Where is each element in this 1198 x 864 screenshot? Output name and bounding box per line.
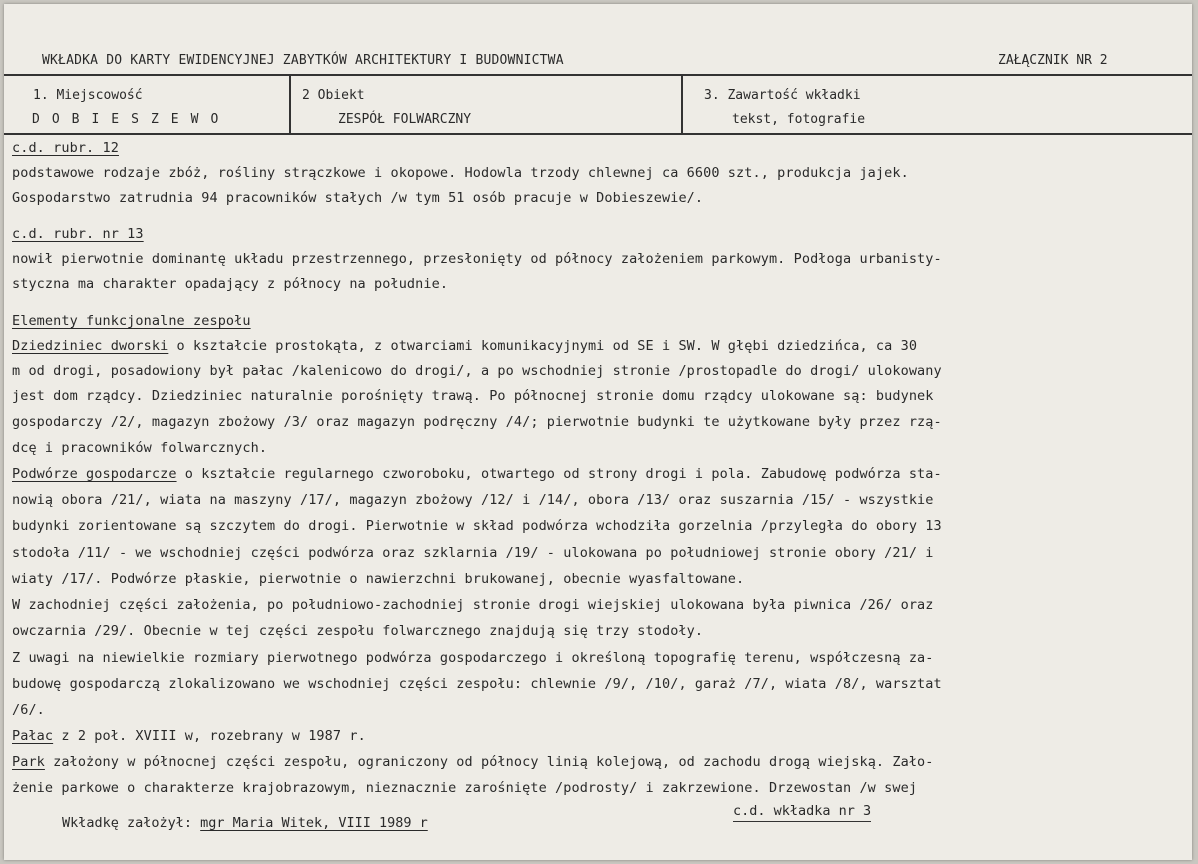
- text-run: o kształcie regularnego czworoboku, otwartego od strony drogi i pola. Zabudowę podwórza sta-: [176, 466, 942, 482]
- contents-label: 3. Zawartość wkładki: [704, 88, 861, 103]
- text-line: [12, 728, 366, 744]
- text-line: żenie parkowe o charakterze krajobrazowym, nieznacznie zarośnięte /podrosty/ i zakrzewione. Drzewostan /w swej: [12, 780, 918, 796]
- text-line: styczna ma charakter opadający z północy na południe.: [12, 276, 449, 292]
- author-line: [62, 815, 428, 831]
- section-heading-rubr-12: c.d. rubr. 12: [12, 140, 119, 156]
- term-palace: Pałac: [12, 728, 54, 744]
- continued-note: c.d. wkładka nr 3: [733, 803, 871, 822]
- text-line: [12, 338, 917, 354]
- contents-value: tekst, fotografie: [732, 112, 866, 127]
- text-line: Gospodarstwo zatrudnia 94 pracowników stałych /w tym 51 osób pracuje w Dobieszewie/.: [12, 190, 704, 206]
- text-line: owczarnia /29/. Obecnie w tej części zespołu folwarcznego znajdują się trzy stodoły.: [12, 623, 704, 639]
- text-line: nowią obora /21/, wiata na maszyny /17/, magazyn zbożowy /12/ i /14/, obora /13/ oraz suszarnia /15/ - wszystkie: [12, 492, 934, 508]
- locality-value: DOBIESZEWO: [32, 112, 231, 127]
- text-line: nowił pierwotnie dominantę układu przestrzennego, przesłonięty od północy założeniem parkowym. Podłoga urbanisty-: [12, 251, 942, 267]
- text-line: [12, 466, 942, 482]
- text-line: dcę i pracowników folwarcznych.: [12, 440, 268, 456]
- text-run: o kształcie prostokąta, z otwarciami komunikacyjnymi od SE i SW. W głębi dziedzińca, ca 30: [168, 338, 918, 354]
- text-line: /6/.: [12, 702, 45, 718]
- form-title: WKŁADKA DO KARTY EWIDENCYJNEJ ZABYTKÓW ARCHITEKTURY I BUDOWNICTWA: [42, 53, 564, 68]
- field-divider-1: [289, 74, 291, 135]
- object-label: 2 Obiekt: [302, 88, 365, 103]
- text-run: z 2 poł. XVIII w, rozebrany w 1987 r.: [53, 728, 366, 744]
- text-line: budowę gospodarczą zlokalizowano we wschodniej części zespołu: chlewnie /9/, /10/, garaż /7/, wiata /8/, warsztat: [12, 676, 942, 692]
- field-divider-2: [681, 74, 683, 135]
- text-line: jest dom rządcy. Dziedziniec naturalnie porośnięty trawą. Po północnej stronie domu rządcy ulokowane są: budynek: [12, 388, 934, 404]
- author-value: mgr Maria Witek, VIII 1989 r: [200, 815, 428, 831]
- annex-number: ZAŁĄCZNIK NR 2: [998, 53, 1108, 68]
- text-line: stodoła /11/ - we wschodniej części podwórza oraz szklarnia /19/ - ulokowana po południowej stronie obory /21/ i: [12, 545, 934, 561]
- text-line: podstawowe rodzaje zbóż, rośliny strączkowe i okopowe. Hodowla trzody chlewnej ca 6600 szt., produkcja jajek.: [12, 165, 909, 181]
- term-manor-courtyard: Dziedziniec dworski: [12, 338, 169, 354]
- header-bottom-rule: [4, 133, 1192, 135]
- text-line: W zachodniej części założenia, po południowo-zachodniej stronie drogi wiejskiej ulokowana była piwnica /26/ oraz: [12, 597, 934, 613]
- section-heading-rubr-13: c.d. rubr. nr 13: [12, 226, 144, 242]
- text-run: założony w północnej części zespołu, ograniczony od północy linią kolejową, od zachodu drogą wiejską. Zało-: [44, 754, 934, 770]
- text-line: Z uwagi na niewielkie rozmiary pierwotnego podwórza gospodarczego i określoną topografię terenu, współczesną za-: [12, 650, 934, 666]
- inventory-card-insert: [4, 4, 1192, 860]
- object-value: ZESPÓŁ FOLWARCZNY: [338, 112, 472, 127]
- text-line: gospodarczy /2/, magazyn zbożowy /3/ oraz magazyn podręczny /4/; pierwotnie budynki te użytkowane były przez rzą-: [12, 414, 942, 430]
- text-line: m od drogi, posadowiony był pałac /kalenicowo do drogi/, a po wschodniej stronie /prostopadle do drogi/ ulokowany: [12, 363, 942, 379]
- text-line: [12, 754, 934, 770]
- text-line: wiaty /17/. Podwórze płaskie, pierwotnie o nawierzchni brukowanej, obecnie wyasfaltowane.: [12, 571, 745, 587]
- section-heading-functional-elements: Elementy funkcjonalne zespołu: [12, 313, 251, 329]
- text-line: budynki zorientowane są szczytem do drogi. Pierwotnie w skład podwórza wchodziła gorzelnia /przyległa do obory 13: [12, 518, 942, 534]
- term-park: Park: [12, 754, 45, 770]
- header-top-rule: [4, 74, 1192, 76]
- term-farmyard: Podwórze gospodarcze: [12, 466, 177, 482]
- locality-label: 1. Miejscowość: [33, 88, 143, 103]
- author-label: Wkładkę założył:: [62, 815, 201, 831]
